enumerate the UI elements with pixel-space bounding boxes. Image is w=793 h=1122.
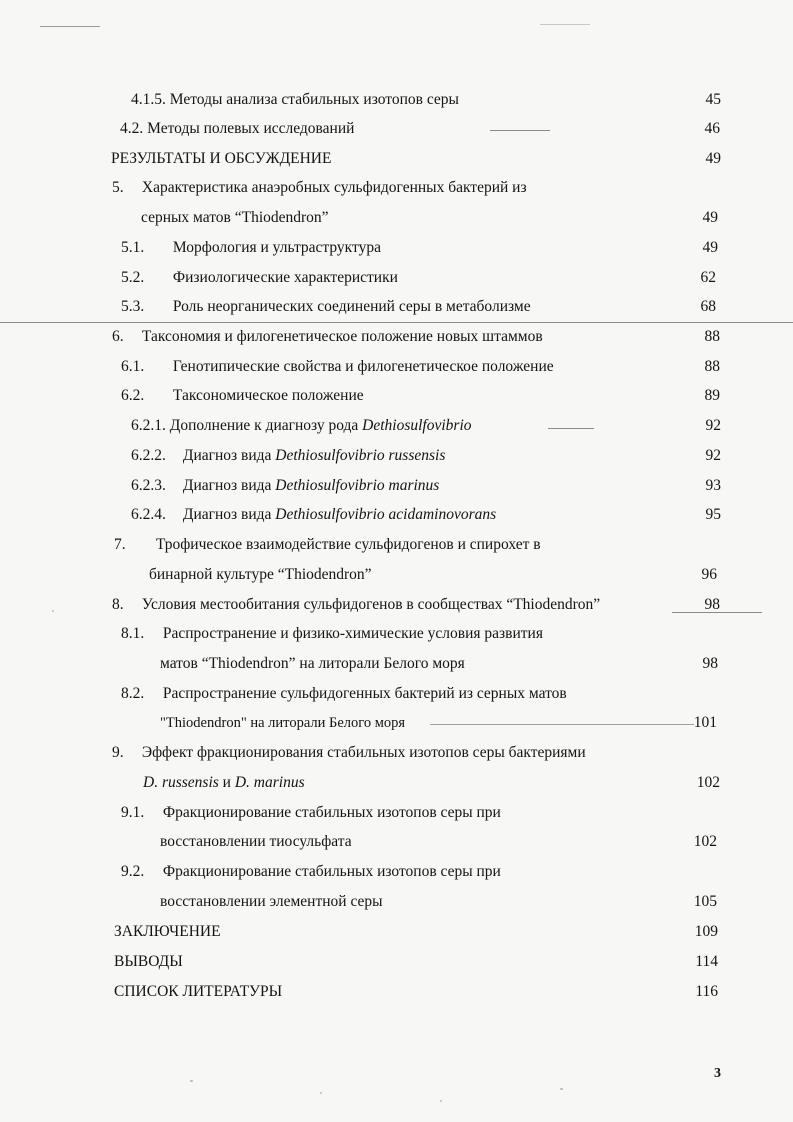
- entry-page: 46: [704, 120, 720, 137]
- entry-number: 6.1.: [121, 358, 145, 375]
- entry-number: 8.1.: [121, 625, 145, 642]
- toc-entry: [131, 505, 496, 525]
- scan-artifact: [540, 24, 590, 25]
- entry-page: 88: [704, 328, 720, 345]
- entry-page: 105: [693, 893, 717, 910]
- entry-page: 98: [704, 596, 720, 613]
- entry-page: 49: [702, 239, 718, 256]
- toc-entry: [114, 952, 183, 972]
- toc-entry: [121, 268, 398, 288]
- toc-entry: [114, 982, 282, 1002]
- entry-number: 6.2.3.: [131, 477, 166, 494]
- toc-entry: [160, 713, 405, 733]
- entry-page: 96: [701, 566, 717, 583]
- entry-number: 9.: [112, 744, 124, 761]
- entry-number: 6.2.: [121, 387, 145, 404]
- entry-page: 92: [705, 417, 721, 434]
- entry-title: матов “Thiodendron” на литорали Белого моря: [160, 655, 465, 672]
- toc-entry: [121, 357, 554, 377]
- toc-entry: [112, 743, 586, 763]
- toc-entry: [131, 90, 459, 110]
- entry-taxon-name: Dethiosulfovibrio acidaminovorans: [275, 506, 497, 523]
- entry-title: серных матов “Thiodendron”: [141, 209, 329, 226]
- entry-title: Характеристика анаэробных сульфидогенных бактерий из: [141, 179, 527, 196]
- toc-entry: [112, 327, 543, 347]
- entry-number: 5.: [112, 179, 124, 196]
- entry-number: 6.: [112, 328, 124, 345]
- entry-title: Фракционирование стабильных изотопов серы при: [162, 804, 501, 821]
- entry-number: 4.2.: [120, 120, 144, 137]
- entry-title: восстановлении тиосульфата: [160, 833, 352, 850]
- entry-page: 102: [696, 774, 720, 791]
- entry-title: Эффект фракционирования стабильных изотопов серы бактериями: [141, 744, 586, 761]
- entry-taxon-name: D. marinus: [234, 774, 305, 791]
- entry-page: 101: [693, 714, 717, 731]
- toc-entry: [121, 684, 567, 704]
- toc-entry: [131, 476, 439, 496]
- toc-entry: [114, 535, 541, 555]
- entry-title: СПИСОК ЛИТЕРАТУРЫ: [114, 983, 283, 1000]
- scan-artifact: [548, 428, 594, 429]
- scan-artifact: [40, 26, 100, 27]
- entry-title: Генотипические свойства и филогенетическое положение: [172, 358, 554, 375]
- scan-speck: [440, 1100, 442, 1102]
- entry-page: 93: [705, 477, 721, 494]
- entry-taxon-name: Dethiosulfovibrio: [362, 417, 472, 434]
- entry-taxon-name: Dethiosulfovibrio marinus: [275, 477, 440, 494]
- entry-title: Таксономия и филогенетическое положение новых штаммов: [141, 328, 543, 345]
- entry-taxon-name: D. russensis: [143, 774, 219, 791]
- scan-speck: [320, 1092, 322, 1094]
- toc-entry: [112, 595, 600, 615]
- entry-page: 89: [704, 387, 720, 404]
- entry-page: 45: [705, 91, 721, 108]
- toc-entry: [121, 803, 501, 823]
- scan-speck: [52, 610, 54, 612]
- toc-entry: [121, 862, 501, 882]
- entry-number: 5.1.: [121, 239, 145, 256]
- entry-number: 9.1.: [121, 804, 145, 821]
- entry-page: 88: [704, 358, 720, 375]
- entry-title: Фракционирование стабильных изотопов серы при: [162, 863, 501, 880]
- entry-number: 6.2.2.: [131, 447, 166, 464]
- toc-entry: [131, 446, 445, 466]
- toc-entry: [120, 119, 354, 139]
- entry-title: Распространение сульфидогенных бактерий из серных матов: [162, 685, 567, 702]
- entry-title: Трофическое взаимодействие сульфидогенов и спирохет в: [155, 536, 541, 553]
- entry-page: 62: [700, 269, 716, 286]
- entry-page: 68: [700, 298, 716, 315]
- entry-page: 95: [705, 506, 721, 523]
- toc-entry: [131, 416, 472, 436]
- entry-number: 8.2.: [121, 685, 145, 702]
- entry-page: 116: [695, 983, 718, 1000]
- entry-title: Дополнение к диагнозу рода: [169, 417, 359, 434]
- entry-number: 7.: [114, 536, 126, 553]
- entry-title: ВЫВОДЫ: [114, 953, 183, 970]
- entry-title: Роль неорганических соединений серы в метаболизме: [172, 298, 531, 315]
- entry-page: 114: [695, 953, 718, 970]
- toc-entry: [160, 832, 352, 852]
- entry-number: 4.1.5.: [131, 91, 166, 108]
- page-number: 3: [714, 1066, 721, 1081]
- entry-title: РЕЗУЛЬТАТЫ И ОБСУЖДЕНИЕ: [111, 150, 332, 167]
- entry-page: 109: [694, 923, 718, 940]
- entry-title: "Thiodendron" на литорали Белого моря: [160, 715, 406, 731]
- entry-page: 98: [702, 655, 718, 672]
- entry-title: ЗАКЛЮЧЕНИЕ: [114, 923, 221, 940]
- entry-number: 8.: [112, 596, 124, 613]
- entry-title: Распространение и физико-химические условия развития: [162, 625, 543, 642]
- toc-entry: [121, 624, 543, 644]
- entry-number: 9.2.: [121, 863, 145, 880]
- toc-entry: [121, 386, 364, 406]
- toc-entry: [141, 208, 329, 228]
- entry-taxon-name: Dethiosulfovibrio russensis: [275, 447, 446, 464]
- scan-speck: [190, 1080, 193, 1082]
- entry-title: Методы полевых исследований: [147, 120, 355, 137]
- entry-page: 49: [705, 150, 721, 167]
- entry-title: восстановлении элементной серы: [160, 893, 383, 910]
- toc-entry: [160, 892, 383, 912]
- entry-title: Диагноз вида: [182, 477, 272, 494]
- scan-artifact: [490, 130, 550, 131]
- entry-number: 5.3.: [121, 298, 145, 315]
- toc-entry: [121, 297, 531, 317]
- entry-title: Диагноз вида: [182, 506, 272, 523]
- entry-page: 92: [705, 447, 721, 464]
- entry-title: Диагноз вида: [182, 447, 272, 464]
- entry-number: 5.2.: [121, 269, 145, 286]
- toc-entry: [111, 149, 331, 169]
- toc-entry: [121, 238, 381, 258]
- entry-title: Таксономическое положение: [172, 387, 364, 404]
- toc-entry: [114, 922, 221, 942]
- entry-title: Физиологические характеристики: [172, 269, 398, 286]
- entry-number: 6.2.4.: [131, 506, 166, 523]
- toc-entry: [149, 565, 372, 585]
- entry-page: 102: [693, 833, 717, 850]
- toc-entry: [112, 178, 527, 198]
- entry-title: и: [222, 774, 231, 791]
- entry-title: Условия местообитания сульфидогенов в сообществах “Thiodendron”: [141, 596, 601, 613]
- entry-title: Методы анализа стабильных изотопов серы: [169, 91, 459, 108]
- toc-entry: [143, 773, 305, 793]
- entry-page: 49: [702, 209, 718, 226]
- entry-number: 6.2.1.: [131, 417, 166, 434]
- entry-title: бинарной культуре “Thiodendron”: [149, 566, 372, 583]
- scan-artifact: [430, 724, 694, 725]
- scan-fold-line: [0, 322, 793, 323]
- toc-entry: [160, 654, 465, 674]
- scan-speck: [560, 1088, 563, 1090]
- entry-title: Морфология и ультраструктура: [172, 239, 381, 256]
